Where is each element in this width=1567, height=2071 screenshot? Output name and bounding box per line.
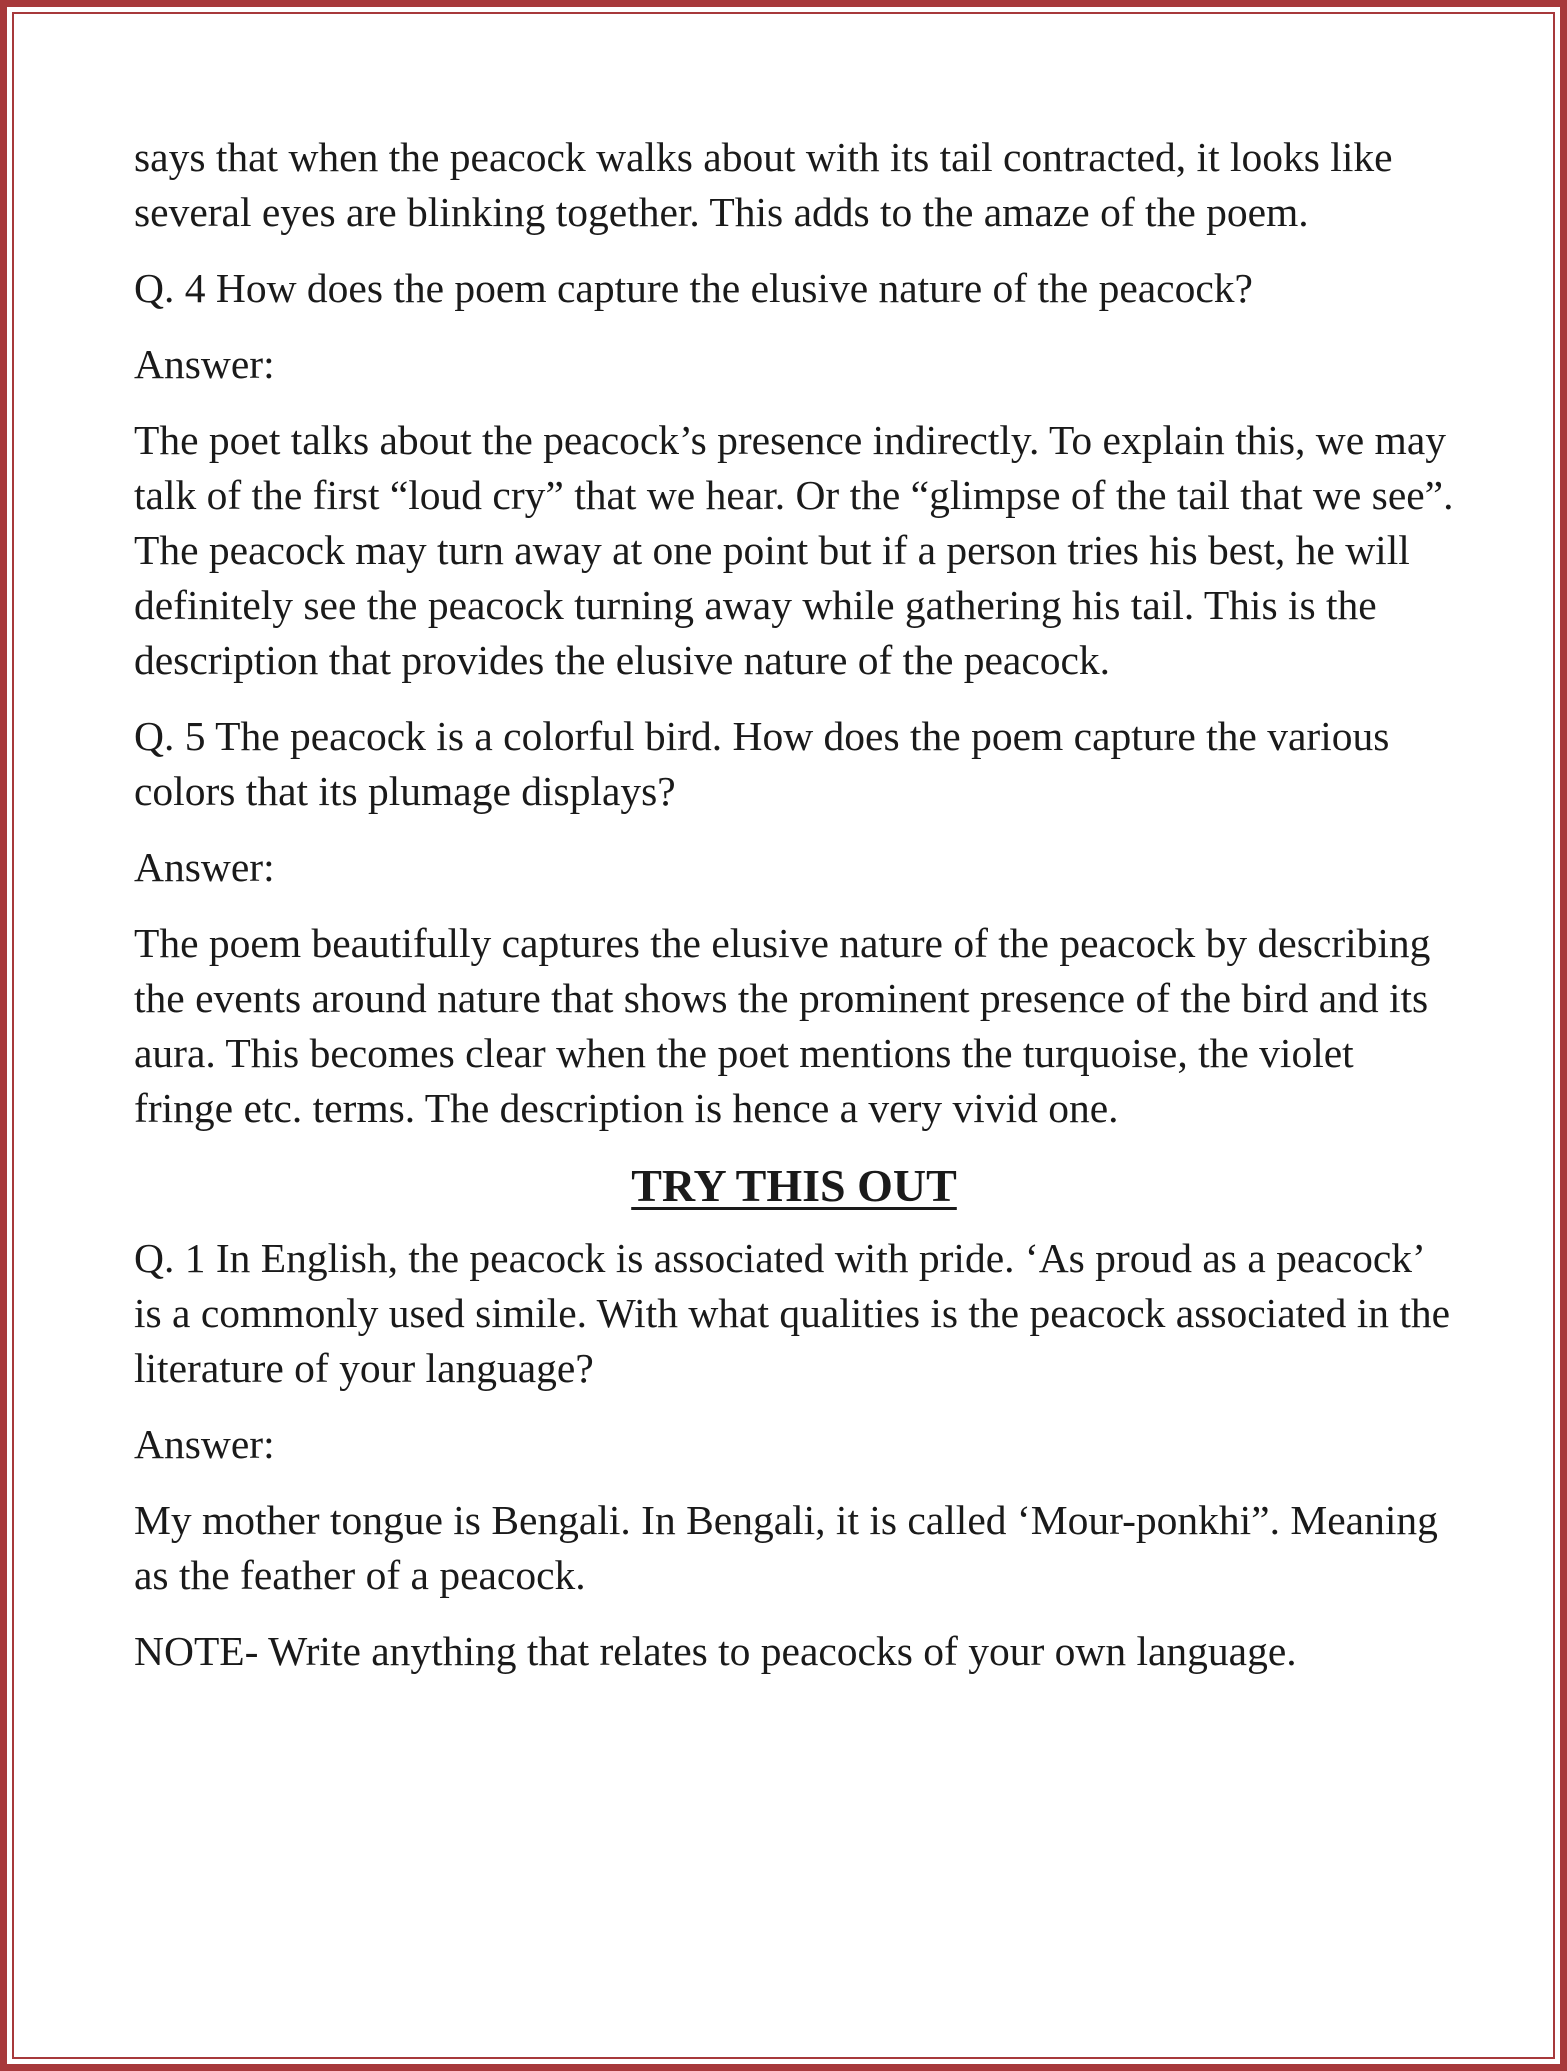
answer-4: The poet talks about the peacock’s presence indirectly. To explain this, we may talk of the first “loud cry” that we hear. Or the “glimpse of the tail that we see”. The peacock may turn away at one point but if a person tries his best, he will definitely see the peacock turning away while gathering his tail. This is the description that provides the elusive nature of the peacock. — [134, 417, 1454, 683]
note: NOTE- Write anything that relates to peacocks of your own language. — [134, 1628, 1297, 1674]
continuation-paragraph: says that when the peacock walks about with its tail contracted, it looks like several eyes are blinking together. This adds to the amaze of the poem. — [134, 134, 1393, 235]
answer-label-5: Answer: — [134, 844, 275, 890]
try-answer-label-1: Answer: — [134, 1421, 275, 1467]
question-5: Q. 5 The peacock is a colorful bird. How does the poem capture the various colors that its plumage displays? — [134, 713, 1390, 814]
section-heading: TRY THIS OUT — [631, 1160, 957, 1211]
question-4: Q. 4 How does the poem capture the elusive nature of the peacock? — [134, 265, 1253, 311]
try-answer-1: My mother tongue is Bengali. In Bengali, it is called ‘Mour-ponkhi”. Meaning as the feather of a peacock. — [134, 1497, 1438, 1598]
document-page — [134, 130, 1454, 1700]
try-question-1: Q. 1 In English, the peacock is associated with pride. ‘As proud as a peacock’ is a commonly used simile. With what qualities is the peacock associated in the literature of your language? — [134, 1235, 1451, 1391]
answer-5: The poem beautifully captures the elusive nature of the peacock by describing the events around nature that shows the prominent presence of the bird and its aura. This becomes clear when the poet mentions the turquoise, the violet fringe etc. terms. The description is hence a very vivid one. — [134, 920, 1431, 1131]
answer-label-4: Answer: — [134, 341, 275, 387]
